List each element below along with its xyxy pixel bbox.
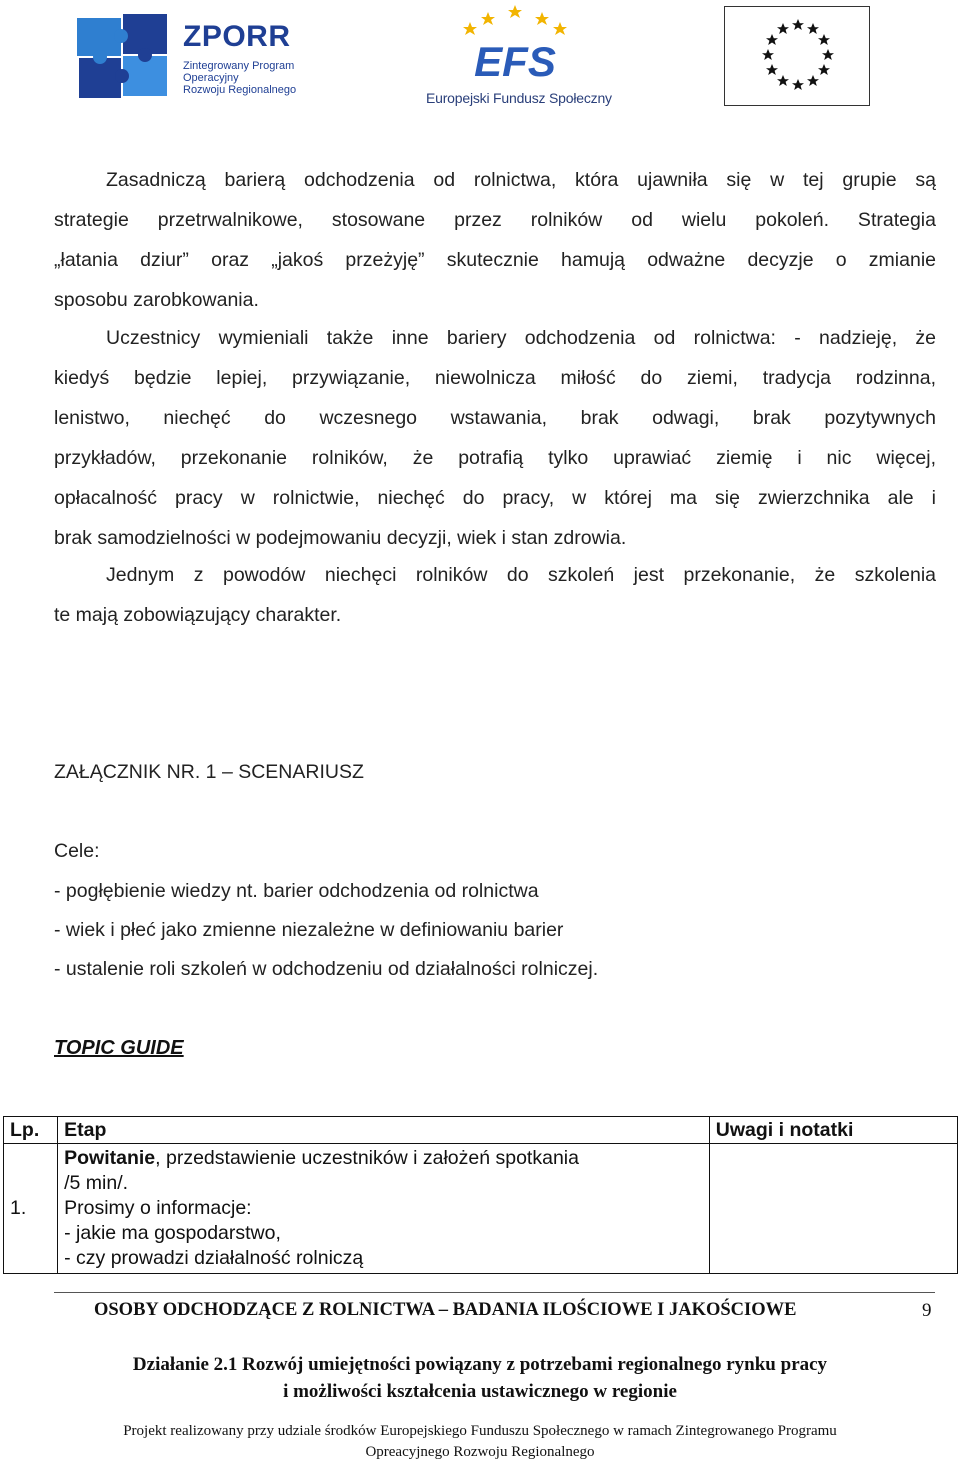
goal-item: - ustalenie roli szkoleń w odchodzeniu od działalności rolniczej. — [54, 958, 599, 980]
footer-action-line: Działanie 2.1 Rozwój umiejętności powiązany z potrzebami regionalnego rynku pracy — [132, 1354, 828, 1375]
scenario-table — [3, 1116, 958, 1274]
efs-logo — [420, 4, 610, 108]
zporr-title: ZPORR — [183, 20, 291, 53]
goals-label: Cele: — [54, 840, 100, 862]
paragraph-line: sposobu zarobkowania. — [54, 289, 259, 311]
eu-flag-icon — [724, 6, 870, 106]
goal-item: - pogłębienie wiedzy nt. barier odchodzenia od rolnictwa — [54, 880, 539, 902]
column-header-notes: Uwagi i notatki — [709, 1117, 957, 1144]
row-stage — [58, 1144, 710, 1274]
column-header-lp: Lp. — [4, 1117, 58, 1144]
svg-text:EFS: EFS — [474, 38, 556, 82]
zporr-subtitle-line: Rozwoju Regionalnego — [183, 84, 297, 96]
stage-title-bold: Powitanie — [64, 1147, 156, 1169]
row-number: 1. — [4, 1144, 58, 1274]
footer-divider — [54, 1292, 935, 1293]
page-number: 9 — [922, 1300, 932, 1321]
footer-action-line: i możliwości kształcenia ustawicznego w regionie — [283, 1381, 677, 1402]
footer-project — [0, 1421, 960, 1463]
footer-project-line: Projekt realizowany przy udziale środków Europejskiego Funduszu Społecznego w ramach Zintegrowanego Programu — [123, 1423, 837, 1439]
paragraph-line: przykładów, przekonanie rolników, że potrafią tylko uprawiać ziemię i nic więcej, — [54, 447, 936, 469]
paragraph-line: brak samodzielności w podejmowaniu decyzji, wiek i stan zdrowia. — [54, 527, 627, 549]
puzzle-icon — [75, 12, 171, 100]
efs-subtitle: Europejski Fundusz Społeczny — [426, 90, 612, 106]
row-notes — [709, 1144, 957, 1274]
paragraph-line: strategie przetrwalnikowe, stosowane przez rolników od wielu pokoleń. Strategia — [54, 209, 936, 231]
zporr-logo — [75, 10, 295, 102]
footer-title: OSOBY ODCHODZĄCE Z ROLNICTWA – BADANIA ILOŚCIOWE I JAKOŚCIOWE — [94, 1300, 797, 1320]
eu-stars-icon — [725, 7, 871, 107]
paragraph-line: lenistwo, niechęć do wczesnego wstawania, brak odwagi, brak pozytywnych — [54, 407, 936, 429]
footer-action — [0, 1351, 960, 1405]
column-header-etap: Etap — [58, 1117, 710, 1144]
zporr-subtitle-line: Zintegrowany Program — [183, 60, 295, 72]
stage-line: Prosimy o informacje: — [64, 1197, 252, 1219]
paragraph-barriers — [54, 160, 936, 320]
stage-title-rest: , przedstawienie uczestników i założeń spotkania — [155, 1147, 579, 1169]
zporr-subtitle — [183, 60, 303, 96]
stage-title — [64, 1146, 703, 1171]
paragraph-training — [54, 555, 936, 635]
paragraph-line: Jednym z powodów niechęci rolników do szkoleń jest przekonanie, że szkolenia — [106, 564, 936, 586]
paragraph-line: te mają zobowiązujący charakter. — [54, 604, 342, 626]
stage-line: - jakie ma gospodarstwo, — [64, 1222, 281, 1244]
star-arc-icon — [460, 4, 570, 40]
footer-project-line: Opreacyjnego Rozwoju Regionalnego — [365, 1444, 595, 1460]
paragraph-line: „łatania dziur” oraz „jakoś przeżyję” skutecznie hamują odważne decyzje o zmianie — [54, 249, 936, 271]
topic-guide-heading: TOPIC GUIDE — [54, 1037, 184, 1059]
paragraph-line: Zasadniczą barierą odchodzenia od rolnictwa, która ujawniła się w tej grupie są — [106, 169, 936, 191]
goal-item: - wiek i płeć jako zmienne niezależne w definiowaniu barier — [54, 919, 564, 941]
table-row — [4, 1144, 958, 1274]
stage-line: - czy prowadzi działalność rolniczą — [64, 1247, 364, 1269]
table-header-row — [4, 1117, 958, 1144]
paragraph-line: opłacalność pracy w rolnictwie, niechęć do pracy, w której ma się zwierzchnika ale i — [54, 487, 936, 509]
annex-heading: ZAŁĄCZNIK NR. 1 – SCENARIUSZ — [54, 761, 364, 783]
zporr-subtitle-line: Operacyjny — [183, 72, 239, 84]
paragraph-line: Uczestnicy wymieniali także inne bariery odchodzenia od rolnictwa: - nadzieję, że — [106, 327, 936, 349]
stage-line: /5 min/. — [64, 1172, 129, 1194]
paragraph-other-barriers — [54, 318, 936, 558]
paragraph-line: kiedyś będzie lepiej, przywiązanie, niewolnicza miłość do ziemi, tradycja rodzinna, — [54, 367, 936, 389]
efs-wordmark — [460, 38, 570, 82]
